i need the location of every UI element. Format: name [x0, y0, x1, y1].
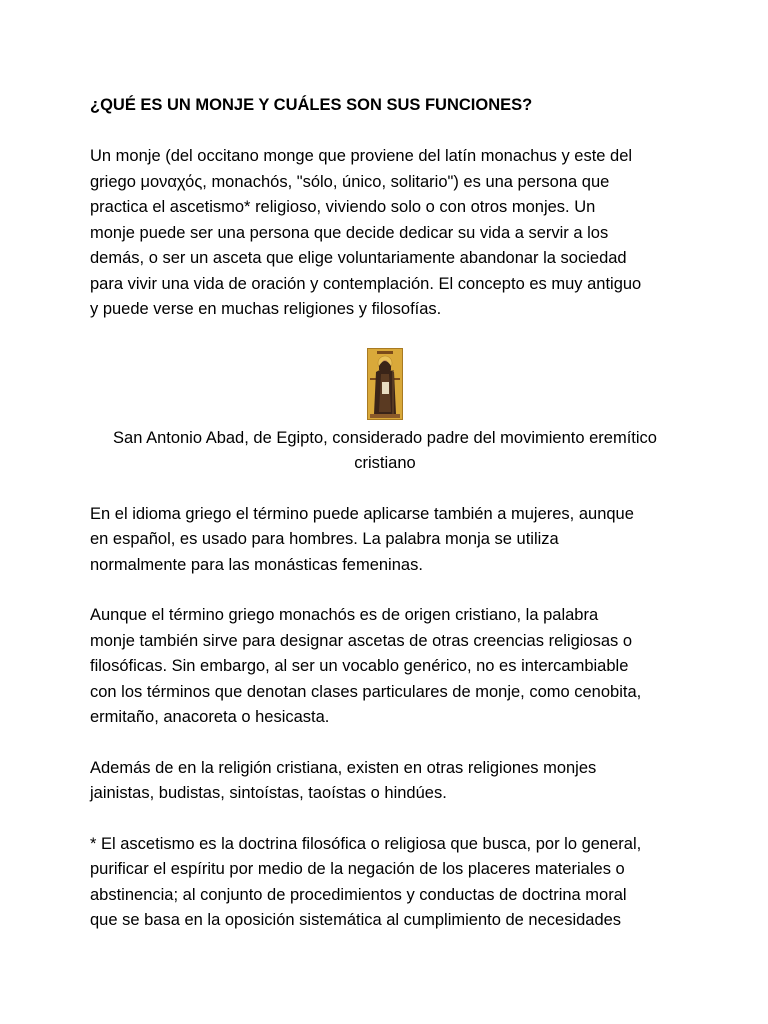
text-line: y puede verse en muchas religiones y filosofías. — [90, 300, 442, 318]
figure-caption — [90, 426, 680, 477]
text-line: Un monje (del occitano monge que proviene del latín monachus y este del — [90, 147, 633, 165]
text-line: en español, es usado para hombres. La palabra monja se utiliza — [90, 530, 559, 548]
text-line: demás, o ser un asceta que elige voluntariamente abandonar la sociedad — [90, 249, 627, 267]
text-line: filosóficas. Sin embargo, al ser un vocablo genérico, no es intercambiable — [90, 657, 629, 675]
icon-ground — [370, 414, 400, 418]
text-line: En el idioma griego el término puede aplicarse también a mujeres, aunque — [90, 504, 634, 523]
paragraph-other-religions — [90, 756, 680, 807]
text-line: griego μοναχός, monachós, "sólo, único, solitario") es una persona que — [90, 172, 610, 191]
text-line: que se basa en la oposición sistemática al cumplimiento de necesidades — [90, 911, 622, 929]
caption-line: San Antonio Abad, de Egipto, considerado padre del movimiento eremítico — [113, 428, 657, 447]
page-title: ¿QUÉ ES UN MONJE Y CUÁLES SON SUS FUNCIONES? — [90, 96, 533, 114]
paragraph-footnote-ascetismo — [90, 832, 680, 934]
text-line: jainistas, budistas, sintoístas, taoístas o hindúes. — [90, 784, 447, 802]
text-line: abstinencia; al conjunto de procedimientos y conductas de doctrina moral — [90, 885, 627, 904]
icon-scroll — [382, 382, 389, 394]
caption-line: cristiano — [354, 454, 416, 472]
text-line: ermitaño, anacoreta o hesicasta. — [90, 708, 330, 726]
text-line: con los términos que denotan clases particulares de monje, como cenobita, — [90, 682, 642, 701]
text-line: practica el ascetismo* religioso, viviendo solo o con otros monjes. Un — [90, 198, 596, 216]
text-line: purificar el espíritu por medio de la negación de los placeres materiales o — [90, 860, 625, 878]
text-line: normalmente para las monásticas femeninas. — [90, 555, 423, 574]
figure — [90, 348, 680, 477]
icon-inscription — [377, 351, 393, 354]
text-line: * El ascetismo es la doctrina filosófica o religiosa que busca, por lo general, — [90, 834, 642, 853]
text-line: monje puede ser una persona que decide dedicar su vida a servir a los — [90, 223, 609, 242]
icon-inscription-left — [370, 378, 376, 380]
text-line: para vivir una vida de oración y contemplación. El concepto es muy antiguo — [90, 274, 642, 293]
icon-inscription-right — [394, 378, 400, 380]
paragraph-greek-term — [90, 502, 680, 579]
document-page — [90, 92, 680, 959]
saint-icon-painting — [367, 348, 403, 420]
paragraph-origin — [90, 603, 680, 731]
text-line: Aunque el término griego monachós es de origen cristiano, la palabra — [90, 606, 599, 624]
text-line: Además de en la religión cristiana, existen en otras religiones monjes — [90, 758, 597, 777]
paragraph-definition — [90, 144, 680, 323]
text-line: monje también sirve para designar ascetas de otras creencias religiosas o — [90, 631, 633, 650]
